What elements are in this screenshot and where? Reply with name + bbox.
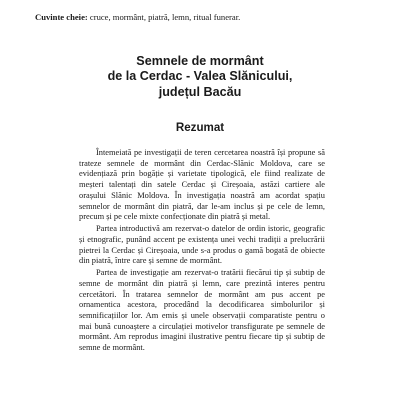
keywords-line — [35, 12, 375, 23]
abstract-heading: Rezumat — [175, 121, 225, 134]
abstract-paragraph-3: Partea de investigație am rezervat-o tratării fiecărui tip și subtip de semne de mormânt din piatră și lemn, care prezintă interes pentru cercetători. În tratarea semnelor de mormânt am pus accent pe ornamentica acestora, procedând la decodificarea simbolurilor și semnificațiilor lor. Am emis și unele observații comparatiste pentru o mai bună cunoaștere a circulației motivelor transfigurate pe semnele de mormânt. Am reprodus imagini ilustrative pentru fiecare tip și subtip de semne de mormânt. — [79, 268, 325, 353]
article-title-line-2: de la Cerdac - Valea Slănicului, — [107, 69, 293, 83]
keywords-label: Cuvinte cheie: — [35, 12, 88, 22]
article-title-line-3: județul Bacău — [158, 85, 242, 99]
article-title-line-1: Semnele de mormânt — [136, 54, 264, 68]
keywords-text: cruce, mormânt, piatră, lemn, ritual funerar. — [87, 12, 241, 22]
abstract-body — [79, 148, 325, 355]
abstract-paragraph-1: Întemeiată pe investigații de teren cercetarea noastră își propune să trateze semnele de mormânt din Cerdac-Slănic Moldova, care se evidențiază prin bogăție și varietate tipologică, ele fiind realizate de meșteri talentați din satele Cerdac și Cireșoaia, astăzi cartiere ale orașului Slănic Moldova. În investigația noastră am acordat spațiu semnelor de mormânt din piatră, dar le-am inclus și pe cele de lemn, precum și pe cele mixte confecționate din piatră și metal. — [79, 148, 325, 222]
abstract-paragraph-2: Partea introductivă am rezervat-o datelor de ordin istoric, geografic și etnografic, punând accent pe existența unei vechi tradiții a prelucrării pietrei la Cerdac și Cireșoaia, unde s-a produs o gamă bogată de obiecte din piatră, între care și semne de mormânt. — [79, 224, 325, 266]
